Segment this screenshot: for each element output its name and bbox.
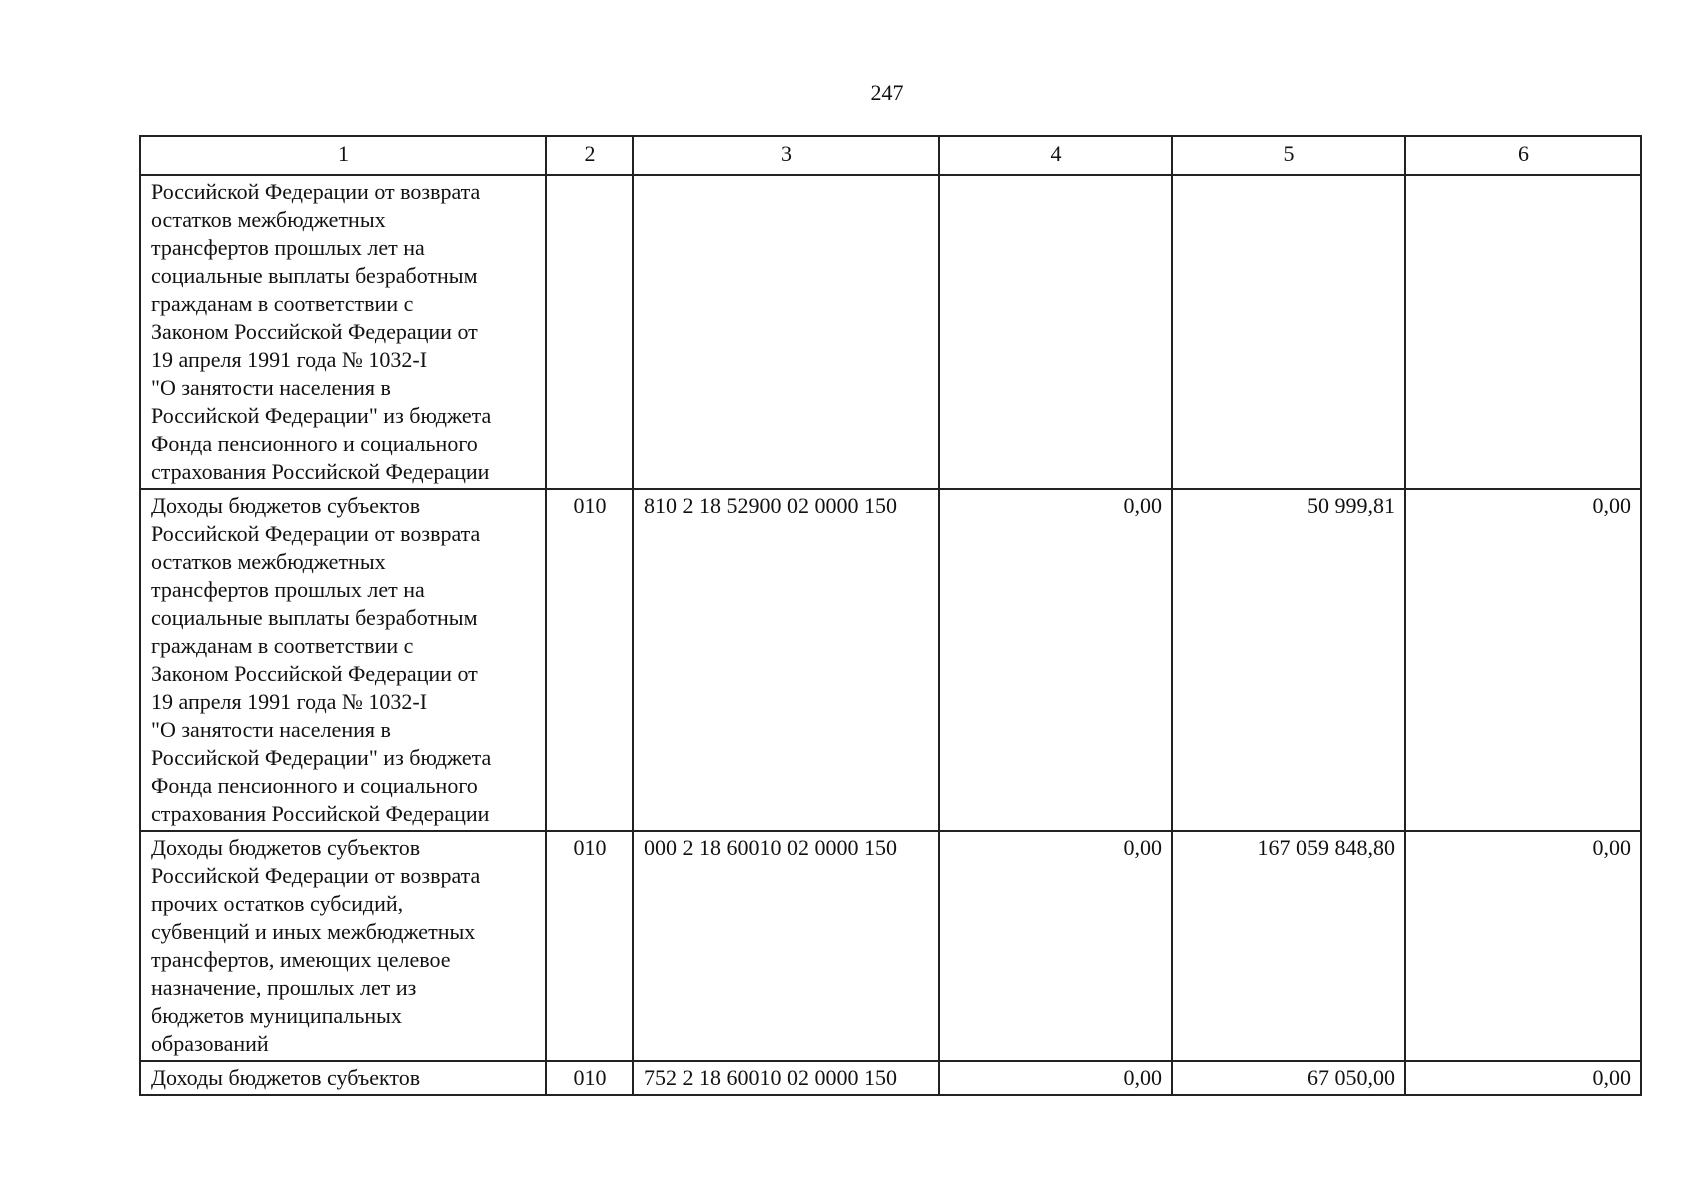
row-col6-cell [1405, 175, 1641, 489]
page-number: 247 [870, 80, 904, 105]
row-col5-cell [1172, 175, 1405, 489]
column-header: 4 [939, 136, 1172, 175]
column-header: 3 [633, 136, 939, 175]
row-name-cell [140, 489, 546, 831]
row-kbk-cell [633, 175, 939, 489]
row-name-text: Доходы бюджетов субъектов [151, 1065, 421, 1090]
table-row [140, 489, 1641, 831]
table-row [140, 175, 1641, 489]
table-row [140, 831, 1641, 1061]
row-col6-cell: 0,00 [1405, 489, 1641, 831]
table-body [140, 175, 1641, 1095]
row-col5-cell: 50 999,81 [1172, 489, 1405, 831]
column-header: 2 [546, 136, 633, 175]
row-col4-cell: 0,00 [939, 831, 1172, 1061]
row-name-cell [140, 1061, 546, 1095]
header-row [140, 136, 1641, 175]
row-col4-cell: 0,00 [939, 489, 1172, 831]
row-kbk-cell: 810 2 18 52900 02 0000 150 [633, 489, 939, 831]
row-col6-cell: 0,00 [1405, 831, 1641, 1061]
row-code-cell: 010 [546, 831, 633, 1061]
row-code-cell: 010 [546, 1061, 633, 1095]
row-kbk-cell: 000 2 18 60010 02 0000 150 [633, 831, 939, 1061]
row-name-text: Доходы бюджетов субъектов Российской Федерации от возврата прочих остатков субсидий, субвенций и иных межбюджетных трансфертов, имеющих целевое назначение, прошлых лет из бюджетов муниципальных образований [151, 835, 481, 1056]
row-kbk-cell: 752 2 18 60010 02 0000 150 [633, 1061, 939, 1095]
table-row [140, 1061, 1641, 1095]
row-col4-cell [939, 175, 1172, 489]
row-name-cell [140, 175, 546, 489]
column-header: 6 [1405, 136, 1641, 175]
row-name-cell [140, 831, 546, 1061]
row-code-cell: 010 [546, 489, 633, 831]
row-name-text: Доходы бюджетов субъектов Российской Федерации от возврата остатков межбюджетных трансфертов прошлых лет на социальные выплаты безработным гражданам в соответствии с Законом Российской Федерации от 19 апреля 1991 года № 1032-I "О занятости населения в Российской Федерации" из бюджета Фонда пенсионного и социального страхования Российской Федерации [151, 493, 492, 826]
budget-table [139, 135, 1642, 1096]
row-col5-cell: 67 050,00 [1172, 1061, 1405, 1095]
table-header [140, 136, 1641, 175]
row-col6-cell: 0,00 [1405, 1061, 1641, 1095]
row-col4-cell: 0,00 [939, 1061, 1172, 1095]
column-header: 1 [140, 136, 546, 175]
row-code-cell [546, 175, 633, 489]
column-header: 5 [1172, 136, 1405, 175]
row-name-text: Российской Федерации от возврата остатков межбюджетных трансфертов прошлых лет на социальные выплаты безработным гражданам в соответствии с Законом Российской Федерации от 19 апреля 1991 года № 1032-I "О занятости населения в Российской Федерации" из бюджета Фонда пенсионного и социального страхования Российской Федерации [151, 179, 492, 484]
row-col5-cell: 167 059 848,80 [1172, 831, 1405, 1061]
